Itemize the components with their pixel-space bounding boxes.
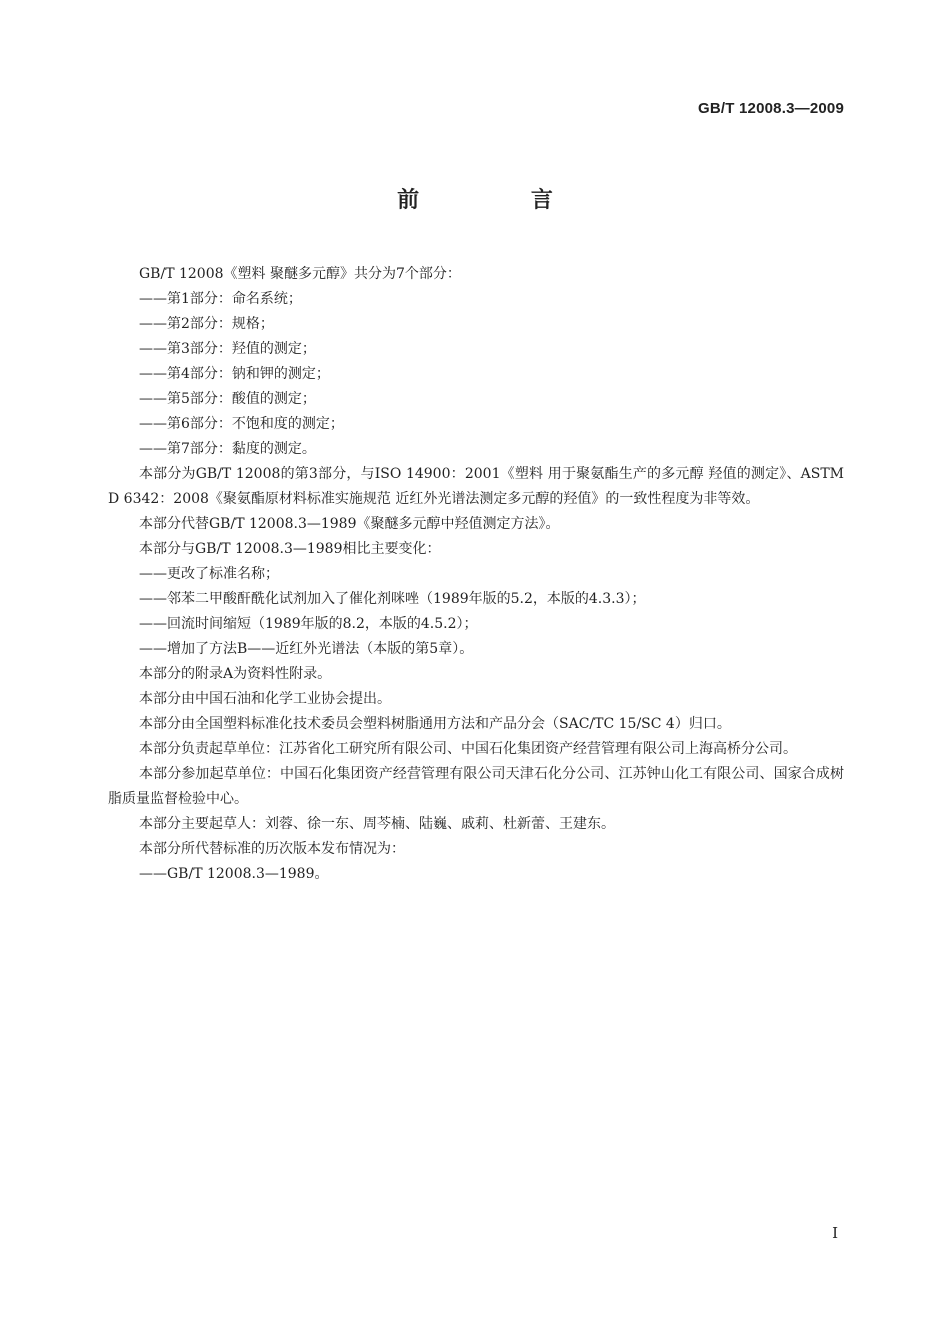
paragraph: 本部分主要起草人：刘蓉、徐一东、周芩楠、陆巍、戚莉、杜新蕾、王建东。 xyxy=(139,816,615,832)
paragraph: 本部分由中国石油和化学工业协会提出。 xyxy=(139,691,391,707)
list-item: ——更改了标准名称； xyxy=(139,566,279,582)
paragraph: 本部分与GB/T 12008.3—1989相比主要变化： xyxy=(139,541,441,557)
document-body xyxy=(108,262,844,887)
paragraph: 本部分为GB/T 12008的第3部分，与ISO 14900：2001《塑料 用于聚氨酯生产的多元醇 羟值的测定》、ASTM D 6342：2008《聚氨酯原材料标准实施规范 近红外光谱法测定多元醇的羟值》的一致性程度为非等效。 xyxy=(108,466,844,507)
list-item: ——第4部分：钠和钾的测定； xyxy=(139,366,330,382)
list-item: ——第6部分：不饱和度的测定； xyxy=(139,416,344,432)
list-item: ——第1部分：命名系统； xyxy=(139,291,302,307)
paragraph: 本部分所代替标准的历次版本发布情况为： xyxy=(139,841,405,857)
paragraph: 本部分参加起草单位：中国石化集团资产经营管理有限公司天津石化分公司、江苏钟山化工有限公司、国家合成树脂质量监督检验中心。 xyxy=(108,766,844,807)
list-item: ——邻苯二甲酸酐酰化试剂加入了催化剂咪唑（1989年版的5.2，本版的4.3.3）； xyxy=(139,591,646,607)
standard-code-header: GB/T 12008.3—2009 xyxy=(698,100,844,117)
list-item: ——第2部分：规格； xyxy=(139,316,274,332)
list-item: ——第7部分：黏度的测定。 xyxy=(139,441,316,457)
list-item: ——第3部分：羟值的测定； xyxy=(139,341,316,357)
page-number: I xyxy=(832,1224,838,1242)
list-item: ——GB/T 12008.3—1989。 xyxy=(139,866,329,882)
paragraph: 本部分的附录A为资料性附录。 xyxy=(139,666,332,682)
page-title: 前 言 xyxy=(397,188,605,213)
list-item: ——回流时间缩短（1989年版的8.2，本版的4.5.2）； xyxy=(139,616,478,632)
list-item: ——第5部分：酸值的测定； xyxy=(139,391,316,407)
paragraph: 本部分代替GB/T 12008.3—1989《聚醚多元醇中羟值测定方法》。 xyxy=(139,516,560,532)
paragraph: 本部分负责起草单位：江苏省化工研究所有限公司、中国石化集团资产经营管理有限公司上海高桥分公司。 xyxy=(139,741,797,757)
paragraph: 本部分由全国塑料标准化技术委员会塑料树脂通用方法和产品分会（SAC/TC 15/SC 4）归口。 xyxy=(139,716,731,732)
paragraph: GB/T 12008《塑料 聚醚多元醇》共分为7个部分： xyxy=(139,266,461,282)
list-item: ——增加了方法B——近红外光谱法（本版的第5章）。 xyxy=(139,641,474,657)
